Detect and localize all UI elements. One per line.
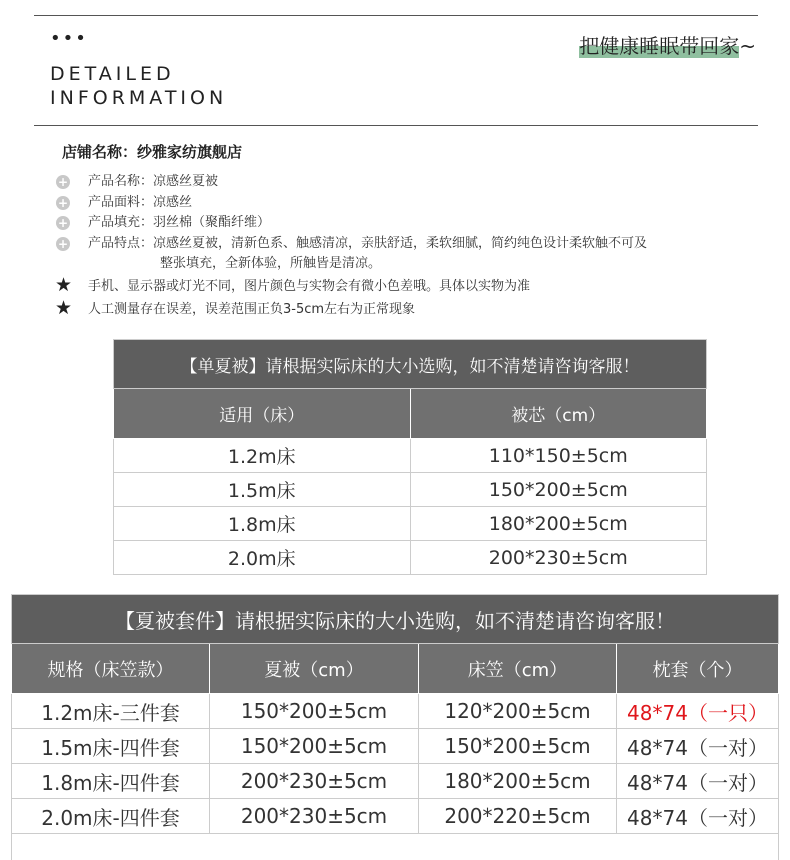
- note-item: ★ 手机、显示器或灯光不同，图片颜色与实物会有微小色差哦。具体以实物为准: [55, 273, 531, 296]
- table-cell: 200*230±5cm: [410, 541, 707, 575]
- table-cell: 150*200±5cm: [210, 729, 419, 764]
- table-cell: 48*74（一对）: [617, 799, 779, 834]
- slogan-tail: ~: [739, 34, 756, 58]
- table-cell: 150*200±5cm: [419, 729, 617, 764]
- table-cell: 150*200±5cm: [410, 473, 707, 507]
- spec-item: + 产品填充：羽丝棉（聚酯纤维）: [57, 215, 271, 230]
- table-cell: 200*230±5cm: [210, 764, 419, 799]
- table-cell: 200*230±5cm: [210, 799, 419, 834]
- table-cell: 1.8m床-四件套: [12, 764, 210, 799]
- table-cell: 120*200±5cm: [419, 694, 617, 729]
- table2-header: 夏被（cm）: [210, 644, 419, 694]
- dots-decoration: •••: [50, 28, 88, 49]
- table-cell-highlight: 48*74（一只）: [617, 694, 779, 729]
- table-cell: 1.8m床: [114, 507, 411, 541]
- plus-circle-icon: +: [57, 236, 69, 251]
- plus-circle-icon: +: [57, 216, 69, 230]
- shop-name: 店铺名称：纱雅家纺旗舰店: [62, 143, 243, 161]
- table1-caption: 【单夏被】请根据实际床的大小选购，如不清楚请咨询客服！: [114, 340, 707, 389]
- table-cell: 2.0m床-四件套: [12, 799, 210, 834]
- table2-header: 枕套（个）: [617, 644, 779, 694]
- section-rule: [34, 125, 758, 126]
- star-icon: ★: [55, 273, 73, 296]
- spec-list: [56, 172, 756, 321]
- table-row: [114, 473, 707, 507]
- spec-item: + 产品面料：凉感丝: [57, 194, 193, 210]
- slogan: [579, 32, 756, 60]
- table-cell: 1.2m床-三件套: [12, 694, 210, 729]
- table-cell: 48*74（一对）: [617, 764, 779, 799]
- spec-item-continued: 整张填充，全新体验，所触皆是清凉。: [160, 256, 382, 271]
- table-row: [114, 541, 707, 575]
- table-cell: 180*200±5cm: [410, 507, 707, 541]
- table-row: [12, 694, 779, 729]
- table-row: [114, 507, 707, 541]
- table2-header: 规格（床笠款）: [12, 644, 210, 694]
- table2-header: 床笠（cm）: [419, 644, 617, 694]
- table-cell: 180*200±5cm: [419, 764, 617, 799]
- table-row: [12, 729, 779, 764]
- table-cell: 2.0m床: [114, 541, 411, 575]
- table1-header: 被芯（cm）: [410, 389, 707, 439]
- table-cell: 1.5m床: [114, 473, 411, 507]
- note-item: ★ 人工测量存在误差，误差范围正负3-5cm左右为正常现象: [55, 296, 416, 319]
- title-line-2: INFORMATION: [50, 87, 228, 109]
- single-quilt-size-table: [113, 339, 707, 575]
- table-cell: 110*150±5cm: [410, 439, 707, 473]
- table-cell: 200*220±5cm: [419, 799, 617, 834]
- spec-item: + 产品特点：凉感丝夏被，清新色系、触感清凉，亲肤舒适，柔软细腻，简约纯色设计柔软触不可及: [57, 235, 648, 251]
- table1-header: 适用（床）: [114, 389, 411, 439]
- plus-circle-icon: +: [57, 175, 69, 189]
- table-row: [12, 799, 779, 834]
- table-cell: 48*74（一对）: [617, 729, 779, 764]
- spec-item: + 产品名称：凉感丝夏被: [57, 174, 219, 189]
- table-cell: 1.5m床-四件套: [12, 729, 210, 764]
- quilt-set-size-table: [11, 594, 779, 834]
- table2-caption: 【夏被套件】请根据实际床的大小选购，如不清楚请咨询客服！: [12, 595, 779, 644]
- table-row: [114, 439, 707, 473]
- table-row: [12, 764, 779, 799]
- star-icon: ★: [55, 296, 73, 319]
- top-rule: [34, 15, 758, 16]
- plus-circle-icon: +: [57, 195, 69, 210]
- table-cell: 1.2m床: [114, 439, 411, 473]
- slogan-highlight: 把健康睡眠带回家: [579, 34, 740, 58]
- title-line-1: DETAILED: [50, 63, 175, 85]
- table-cell: 150*200±5cm: [210, 694, 419, 729]
